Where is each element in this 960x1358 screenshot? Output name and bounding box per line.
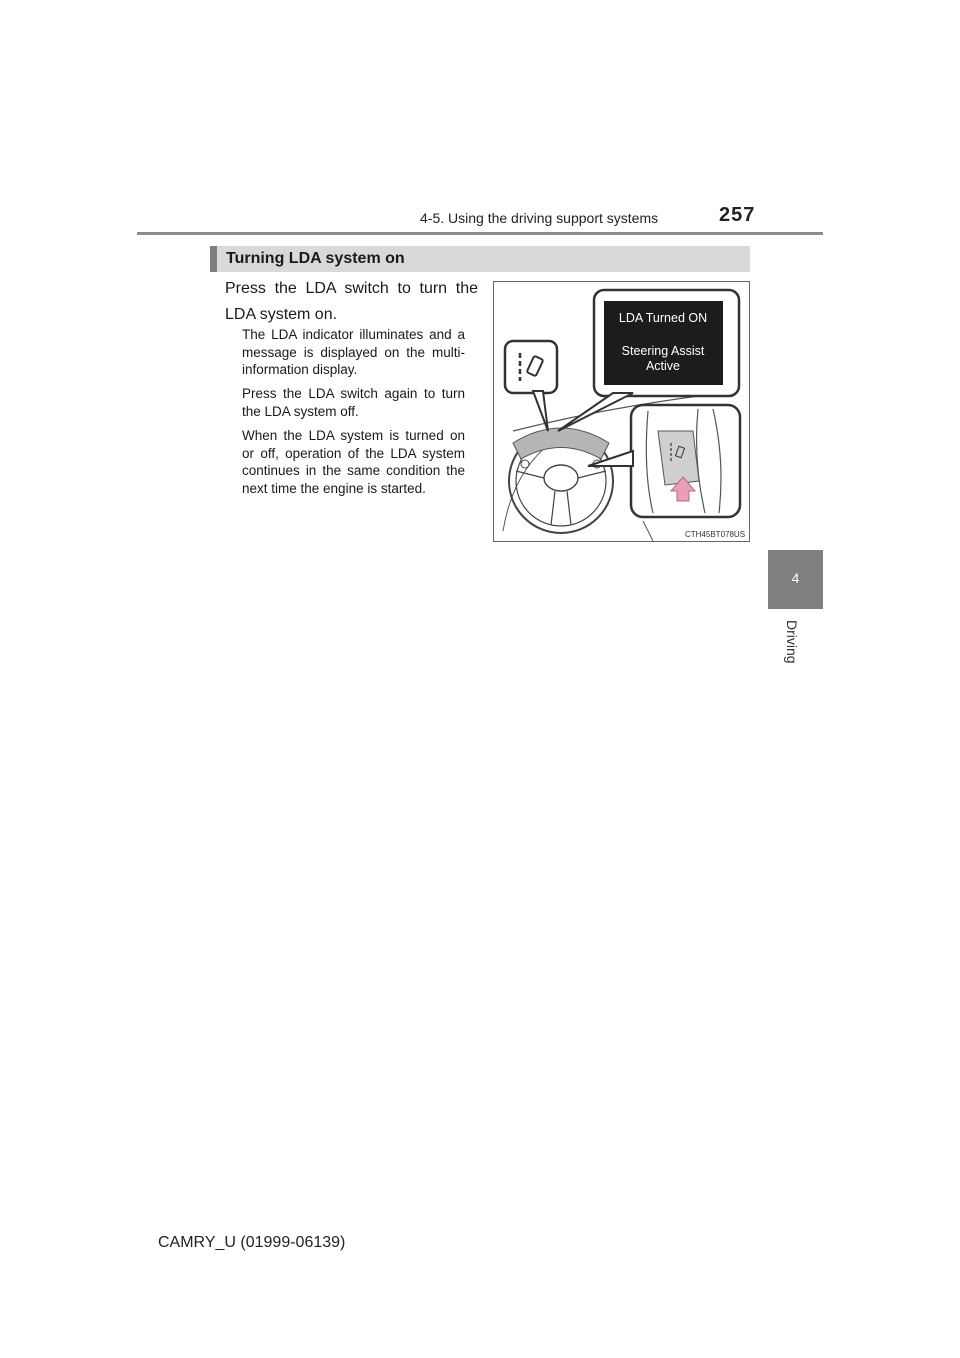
- display-message-active: Active: [645, 359, 681, 373]
- section-heading-text: Turning LDA system on: [226, 250, 405, 267]
- step-instruction: Press the LDA switch to turn the LDA system on.: [225, 280, 478, 323]
- note-indicator: The LDA indicator illuminates and a message is displayed on the multi-information display.: [242, 327, 465, 377]
- lda-switch-illustration: [493, 281, 750, 542]
- footer-model: CAMRY_U (01999-06139): [158, 1234, 346, 1251]
- chapter-tab: [768, 550, 823, 609]
- chapter-label: Driving: [784, 620, 800, 664]
- display-message-steering-assist: Steering Assist: [621, 344, 705, 358]
- note-turn-off: Press the LDA switch again to turn the LDA system off.: [242, 386, 465, 419]
- display-message-lda-on: LDA Turned ON: [618, 311, 708, 325]
- page-number: 257: [719, 204, 756, 226]
- figure-code: CTH45BT078US: [685, 530, 746, 539]
- header-divider: [137, 232, 823, 235]
- section-heading-bar: [210, 246, 217, 272]
- section-heading: [210, 246, 750, 272]
- header-section-title: 4-5. Using the driving support systems: [420, 210, 659, 226]
- note-memory: When the LDA system is turned on or off, operation of the LDA system continues in the same condition the next time the engine is started.: [242, 428, 465, 496]
- chapter-number: 4: [791, 570, 800, 586]
